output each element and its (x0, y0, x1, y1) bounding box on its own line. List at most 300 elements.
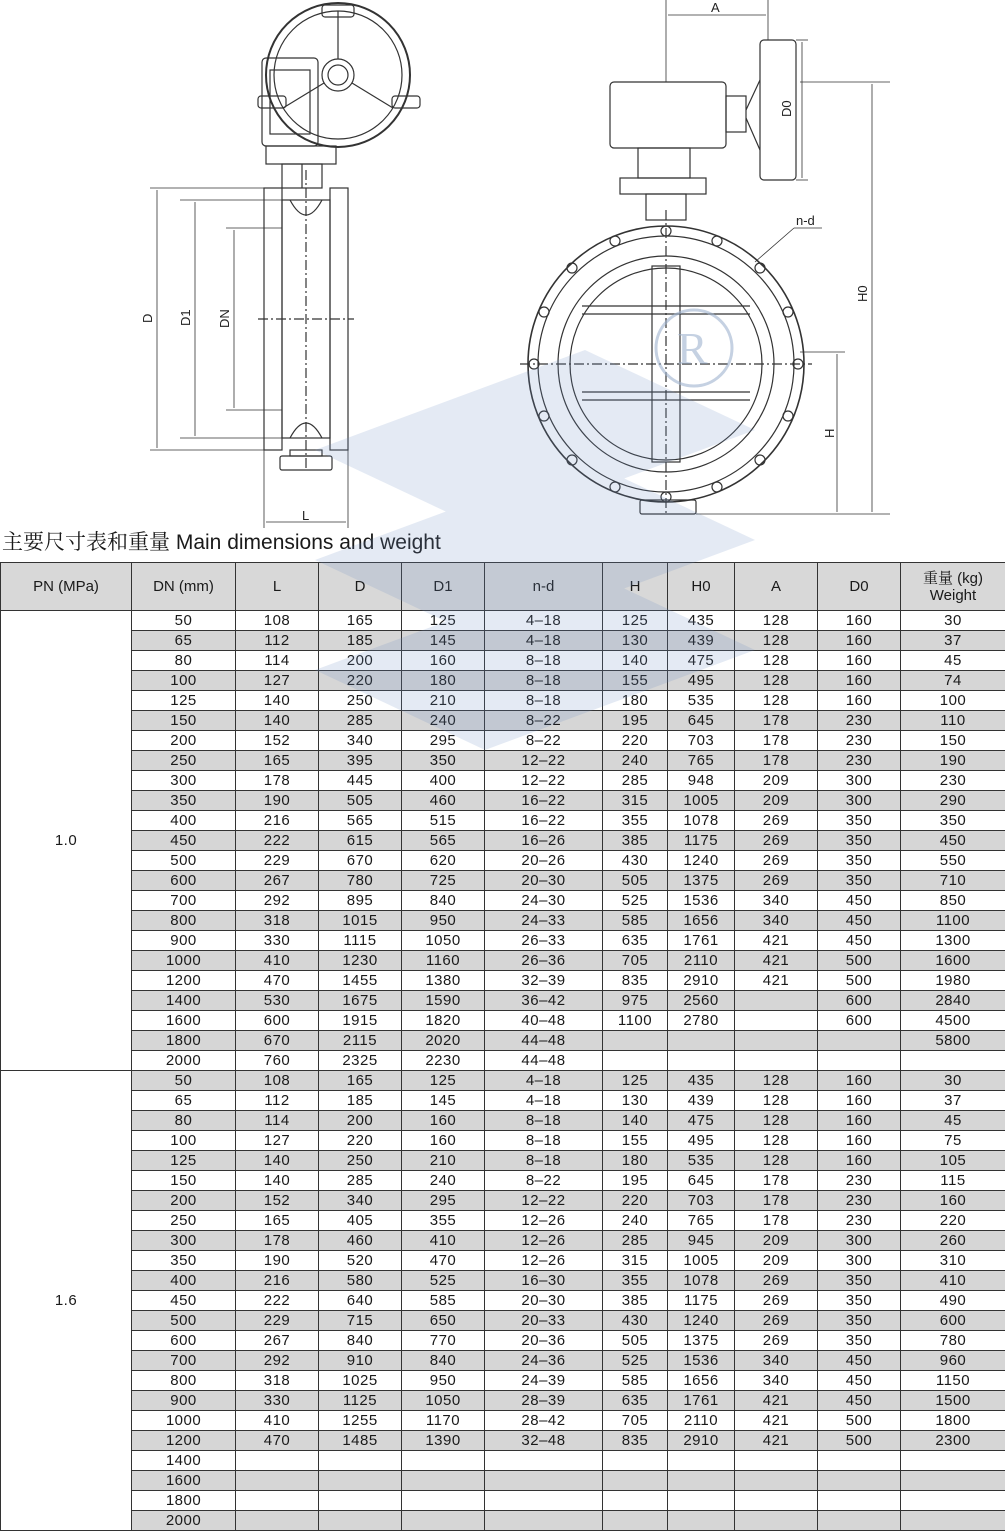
table-cell: 350 (818, 851, 901, 871)
table-cell: 50 (132, 1071, 236, 1091)
table-row (1, 751, 1005, 771)
table-cell: 1230 (319, 951, 402, 971)
table-cell: 12–22 (485, 751, 603, 771)
table-cell: 155 (603, 1131, 668, 1151)
table-cell: 405 (319, 1211, 402, 1231)
header-weight (901, 563, 1005, 611)
header-h: H (603, 563, 668, 611)
table-cell: 37 (901, 631, 1005, 651)
table-cell: 128 (735, 1111, 818, 1131)
table-cell: 765 (668, 1211, 735, 1231)
label-l: L (302, 508, 309, 523)
table-cell: 230 (818, 1211, 901, 1231)
table-cell (901, 1451, 1005, 1471)
table-cell: 505 (603, 1331, 668, 1351)
table-cell: 1600 (901, 951, 1005, 971)
table-cell (735, 1451, 818, 1471)
table-cell (818, 1471, 901, 1491)
table-cell: 475 (668, 1111, 735, 1131)
table-cell (236, 1491, 319, 1511)
table-cell (735, 1471, 818, 1491)
table-cell: 125 (132, 1151, 236, 1171)
table-cell: 74 (901, 671, 1005, 691)
table-cell: 8–18 (485, 671, 603, 691)
table-cell: 100 (901, 691, 1005, 711)
table-cell: 110 (901, 711, 1005, 731)
table-cell: 1200 (132, 971, 236, 991)
table-cell: 160 (818, 1111, 901, 1131)
table-row (1, 611, 1005, 631)
table-cell: 1675 (319, 991, 402, 1011)
table-cell: 585 (603, 1371, 668, 1391)
table-cell: 8–22 (485, 1171, 603, 1191)
table-row (1, 1031, 1005, 1051)
table-cell: 100 (132, 671, 236, 691)
table-cell: 765 (668, 751, 735, 771)
table-cell: 140 (236, 1171, 319, 1191)
table-cell: 645 (668, 1171, 735, 1191)
table-cell: 209 (735, 771, 818, 791)
table-cell: 125 (402, 1071, 485, 1091)
table-cell: 220 (901, 1211, 1005, 1231)
table-cell: 5800 (901, 1031, 1005, 1051)
table-cell: 1820 (402, 1011, 485, 1031)
table-row (1, 1211, 1005, 1231)
table-cell: 439 (668, 1091, 735, 1111)
table-cell: 525 (402, 1271, 485, 1291)
table-cell: 340 (735, 1351, 818, 1371)
table-cell (485, 1511, 603, 1531)
table-cell: 65 (132, 631, 236, 651)
table-cell: 105 (901, 1151, 1005, 1171)
table-cell: 1800 (901, 1411, 1005, 1431)
table-cell: 445 (319, 771, 402, 791)
table-cell: 600 (132, 871, 236, 891)
table-cell: 12–26 (485, 1211, 603, 1231)
table-cell: 525 (603, 891, 668, 911)
table-cell (603, 1491, 668, 1511)
table-cell: 1915 (319, 1011, 402, 1031)
table-cell: 220 (319, 1131, 402, 1151)
table-cell: 910 (319, 1351, 402, 1371)
table-cell: 285 (603, 771, 668, 791)
table-cell: 80 (132, 651, 236, 671)
table-cell: 209 (735, 1231, 818, 1251)
table-cell: 178 (735, 1211, 818, 1231)
table-cell: 340 (319, 731, 402, 751)
table-cell: 600 (132, 1331, 236, 1351)
table-cell (603, 1511, 668, 1531)
table-cell: 1240 (668, 851, 735, 871)
table-cell: 220 (603, 731, 668, 751)
table-row (1, 1151, 1005, 1171)
table-cell: 230 (818, 731, 901, 751)
table-cell: 45 (901, 1111, 1005, 1131)
table-cell: 2325 (319, 1051, 402, 1071)
table-cell: 125 (402, 611, 485, 631)
table-cell: 635 (603, 1391, 668, 1411)
table-row (1, 771, 1005, 791)
table-cell: 178 (735, 1191, 818, 1211)
table-cell: 40–48 (485, 1011, 603, 1031)
table-cell: 439 (668, 631, 735, 651)
table-cell (485, 1471, 603, 1491)
table-cell: 300 (132, 771, 236, 791)
table-cell: 140 (236, 1151, 319, 1171)
dimensions-table (0, 562, 1005, 1531)
table-cell: 505 (603, 871, 668, 891)
table-cell: 318 (236, 1371, 319, 1391)
table-row (1, 691, 1005, 711)
table-cell: 8–18 (485, 1131, 603, 1151)
table-cell: 1455 (319, 971, 402, 991)
table-cell: 210 (402, 1151, 485, 1171)
table-cell: 1115 (319, 931, 402, 951)
table-cell: 700 (132, 891, 236, 911)
table-cell: 128 (735, 631, 818, 651)
table-cell: 178 (735, 731, 818, 751)
table-cell: 24–36 (485, 1351, 603, 1371)
table-row (1, 1311, 1005, 1331)
table-cell: 125 (132, 691, 236, 711)
table-cell: 216 (236, 811, 319, 831)
table-cell: 1400 (132, 991, 236, 1011)
table-cell: 350 (818, 1271, 901, 1291)
table-cell: 840 (402, 891, 485, 911)
table-cell: 350 (818, 871, 901, 891)
label-d: D (140, 314, 155, 323)
table-cell: 8–22 (485, 731, 603, 751)
table-cell: 435 (668, 1071, 735, 1091)
table-cell: 2840 (901, 991, 1005, 1011)
table-cell: 945 (668, 1231, 735, 1251)
header-l: L (236, 563, 319, 611)
table-cell: 1390 (402, 1431, 485, 1451)
table-row (1, 1491, 1005, 1511)
table-row (1, 1171, 1005, 1191)
table-cell: 450 (818, 931, 901, 951)
table-cell: 200 (319, 1111, 402, 1131)
table-cell (668, 1031, 735, 1051)
table-row (1, 731, 1005, 751)
table-cell: 240 (603, 1211, 668, 1231)
table-cell: 230 (901, 771, 1005, 791)
table-cell: 800 (132, 1371, 236, 1391)
valve-drawing (0, 0, 1005, 528)
table-cell: 500 (818, 971, 901, 991)
table-row (1, 931, 1005, 951)
table-cell: 190 (236, 1251, 319, 1271)
table-cell: 300 (132, 1231, 236, 1251)
table-cell: 269 (735, 851, 818, 871)
table-cell: 703 (668, 1191, 735, 1211)
table-cell: 2020 (402, 1031, 485, 1051)
table-cell: 24–30 (485, 891, 603, 911)
table-cell: 285 (319, 1171, 402, 1191)
table-row (1, 631, 1005, 651)
table-cell: 780 (319, 871, 402, 891)
table-cell: 140 (236, 691, 319, 711)
table-cell: 222 (236, 1291, 319, 1311)
table-row (1, 991, 1005, 1011)
table-cell: 840 (402, 1351, 485, 1371)
table-cell: 269 (735, 1271, 818, 1291)
table-row (1, 1331, 1005, 1351)
table-cell: 850 (901, 891, 1005, 911)
table-cell (603, 1471, 668, 1491)
table-cell: 222 (236, 831, 319, 851)
header-weight-en: Weight (901, 587, 1005, 604)
table-cell: 160 (402, 651, 485, 671)
table-cell: 28–39 (485, 1391, 603, 1411)
table-cell: 30 (901, 611, 1005, 631)
table-cell: 385 (603, 1291, 668, 1311)
table-cell: 330 (236, 931, 319, 951)
table-cell: 229 (236, 1311, 319, 1331)
table-row (1, 1271, 1005, 1291)
table-row (1, 1411, 1005, 1431)
table-cell: 115 (901, 1171, 1005, 1191)
table-cell: 1375 (668, 871, 735, 891)
table-cell: 2230 (402, 1051, 485, 1071)
table-cell: 16–30 (485, 1271, 603, 1291)
header-d0: D0 (818, 563, 901, 611)
table-cell: 260 (901, 1231, 1005, 1251)
table-cell: 1536 (668, 1351, 735, 1371)
table-cell: 725 (402, 871, 485, 891)
label-d1: D1 (178, 309, 193, 326)
table-cell: 178 (236, 1231, 319, 1251)
table-cell: 195 (603, 711, 668, 731)
table-cell: 421 (735, 1391, 818, 1411)
table-row (1, 911, 1005, 931)
table-cell: 292 (236, 1351, 319, 1371)
table-cell: 112 (236, 1091, 319, 1111)
table-cell (319, 1491, 402, 1511)
table-cell: 285 (319, 711, 402, 731)
table-cell: 1255 (319, 1411, 402, 1431)
table-cell (735, 1031, 818, 1051)
table-row (1, 1371, 1005, 1391)
table-cell: 180 (603, 691, 668, 711)
table-cell: 200 (319, 651, 402, 671)
table-cell: 292 (236, 891, 319, 911)
table-cell: 400 (132, 1271, 236, 1291)
pn-cell: 1.6 (1, 1071, 132, 1531)
table-cell: 1485 (319, 1431, 402, 1451)
table-cell: 80 (132, 1111, 236, 1131)
header-h0: H0 (668, 563, 735, 611)
table-cell: 65 (132, 1091, 236, 1111)
table-cell: 430 (603, 1311, 668, 1331)
table-cell (818, 1511, 901, 1531)
table-cell: 178 (735, 751, 818, 771)
table-cell: 2110 (668, 1411, 735, 1431)
table-cell (668, 1491, 735, 1511)
table-cell: 250 (319, 691, 402, 711)
table-cell: 635 (603, 931, 668, 951)
table-cell: 315 (603, 1251, 668, 1271)
table-cell: 160 (402, 1111, 485, 1131)
table-cell: 350 (132, 791, 236, 811)
table-cell: 600 (901, 1311, 1005, 1331)
table-cell: 178 (236, 771, 319, 791)
table-cell: 355 (402, 1211, 485, 1231)
table-cell: 421 (735, 971, 818, 991)
table-cell: 112 (236, 631, 319, 651)
table-cell: 318 (236, 911, 319, 931)
label-n-d: n-d (796, 213, 815, 228)
table-cell: 20–30 (485, 871, 603, 891)
table-cell (603, 1051, 668, 1071)
table-cell: 8–22 (485, 711, 603, 731)
table-cell: 670 (236, 1031, 319, 1051)
table-cell: 835 (603, 1431, 668, 1451)
table-cell: 24–39 (485, 1371, 603, 1391)
table-cell: 1590 (402, 991, 485, 1011)
table-cell: 960 (901, 1351, 1005, 1371)
table-cell: 285 (603, 1231, 668, 1251)
trademark-r: R (677, 323, 708, 374)
table-cell: 12–22 (485, 771, 603, 791)
table-cell: 160 (901, 1191, 1005, 1211)
table-cell (901, 1051, 1005, 1071)
header-n-d: n-d (485, 563, 603, 611)
table-cell: 350 (818, 811, 901, 831)
table-cell: 160 (818, 1131, 901, 1151)
table-cell: 127 (236, 1131, 319, 1151)
table-cell: 421 (735, 951, 818, 971)
table-cell: 269 (735, 811, 818, 831)
table-cell (402, 1491, 485, 1511)
table-cell: 565 (402, 831, 485, 851)
table-cell (603, 1031, 668, 1051)
table-cell: 350 (818, 831, 901, 851)
table-cell: 220 (319, 671, 402, 691)
table-cell: 125 (603, 611, 668, 631)
table-cell: 1000 (132, 1411, 236, 1431)
table-cell: 128 (735, 611, 818, 631)
table-cell: 600 (818, 991, 901, 1011)
section-title-cn: 主要尺寸表和重量 (2, 530, 170, 554)
section-title-en: Main dimensions and weight (176, 531, 441, 554)
table-cell: 140 (603, 651, 668, 671)
table-row (1, 671, 1005, 691)
table-cell: 128 (735, 1131, 818, 1151)
table-cell: 4500 (901, 1011, 1005, 1031)
table-cell: 460 (402, 791, 485, 811)
side-view (150, 3, 420, 528)
table-cell: 1125 (319, 1391, 402, 1411)
table-cell: 1050 (402, 1391, 485, 1411)
table-cell: 565 (319, 811, 402, 831)
table-cell: 190 (901, 751, 1005, 771)
table-cell: 840 (319, 1331, 402, 1351)
table-cell: 209 (735, 791, 818, 811)
table-cell (603, 1451, 668, 1471)
table-cell: 1300 (901, 931, 1005, 951)
table-cell: 2000 (132, 1511, 236, 1531)
table-cell: 8–18 (485, 1151, 603, 1171)
table-cell: 16–22 (485, 811, 603, 831)
table-cell: 114 (236, 1111, 319, 1131)
table-cell: 20–30 (485, 1291, 603, 1311)
table-cell: 615 (319, 831, 402, 851)
table-cell: 410 (901, 1271, 1005, 1291)
table-cell: 1100 (901, 911, 1005, 931)
table-cell: 300 (818, 1251, 901, 1271)
table-row (1, 791, 1005, 811)
table-cell: 1980 (901, 971, 1005, 991)
table-cell: 30 (901, 1071, 1005, 1091)
table-cell: 150 (132, 1171, 236, 1191)
table-cell: 1160 (402, 951, 485, 971)
table-cell: 269 (735, 1311, 818, 1331)
table-cell: 20–36 (485, 1331, 603, 1351)
table-row (1, 1391, 1005, 1411)
table-cell: 267 (236, 871, 319, 891)
table-row (1, 1111, 1005, 1131)
table-cell: 340 (735, 891, 818, 911)
table-cell: 2000 (132, 1051, 236, 1071)
table-cell: 715 (319, 1311, 402, 1331)
table-cell: 128 (735, 671, 818, 691)
table-cell: 160 (818, 1091, 901, 1111)
table-cell (735, 1051, 818, 1071)
table-cell: 710 (901, 871, 1005, 891)
table-cell: 1536 (668, 891, 735, 911)
table-row (1, 1071, 1005, 1091)
table-cell: 1078 (668, 811, 735, 831)
table-cell (485, 1451, 603, 1471)
header-pn: PN (MPa) (1, 563, 132, 611)
table-cell: 190 (236, 791, 319, 811)
table-cell: 250 (132, 1211, 236, 1231)
table-row (1, 1051, 1005, 1071)
table-cell: 421 (735, 931, 818, 951)
table-cell (901, 1491, 1005, 1511)
table-cell: 470 (236, 971, 319, 991)
table-cell: 580 (319, 1271, 402, 1291)
table-cell: 20–26 (485, 851, 603, 871)
table-cell: 128 (735, 1091, 818, 1111)
label-h: H (822, 429, 837, 438)
table-row (1, 1231, 1005, 1251)
table-cell: 4–18 (485, 1091, 603, 1111)
table-cell: 500 (132, 1311, 236, 1331)
table-row (1, 871, 1005, 891)
table-cell: 12–26 (485, 1251, 603, 1271)
table-cell: 1150 (901, 1371, 1005, 1391)
header-a: A (735, 563, 818, 611)
table-cell: 550 (901, 851, 1005, 871)
table-cell (668, 1451, 735, 1471)
table-cell: 948 (668, 771, 735, 791)
table-cell: 315 (603, 791, 668, 811)
table-cell: 450 (818, 1351, 901, 1371)
table-cell (236, 1511, 319, 1531)
table-cell: 165 (236, 1211, 319, 1231)
table-cell: 410 (402, 1231, 485, 1251)
table-cell: 36–42 (485, 991, 603, 1011)
table-cell: 340 (735, 1371, 818, 1391)
table-cell: 500 (818, 951, 901, 971)
table-cell: 1800 (132, 1491, 236, 1511)
table-cell: 1400 (132, 1451, 236, 1471)
table-cell: 152 (236, 1191, 319, 1211)
table-cell: 145 (402, 1091, 485, 1111)
table-cell: 780 (901, 1331, 1005, 1351)
